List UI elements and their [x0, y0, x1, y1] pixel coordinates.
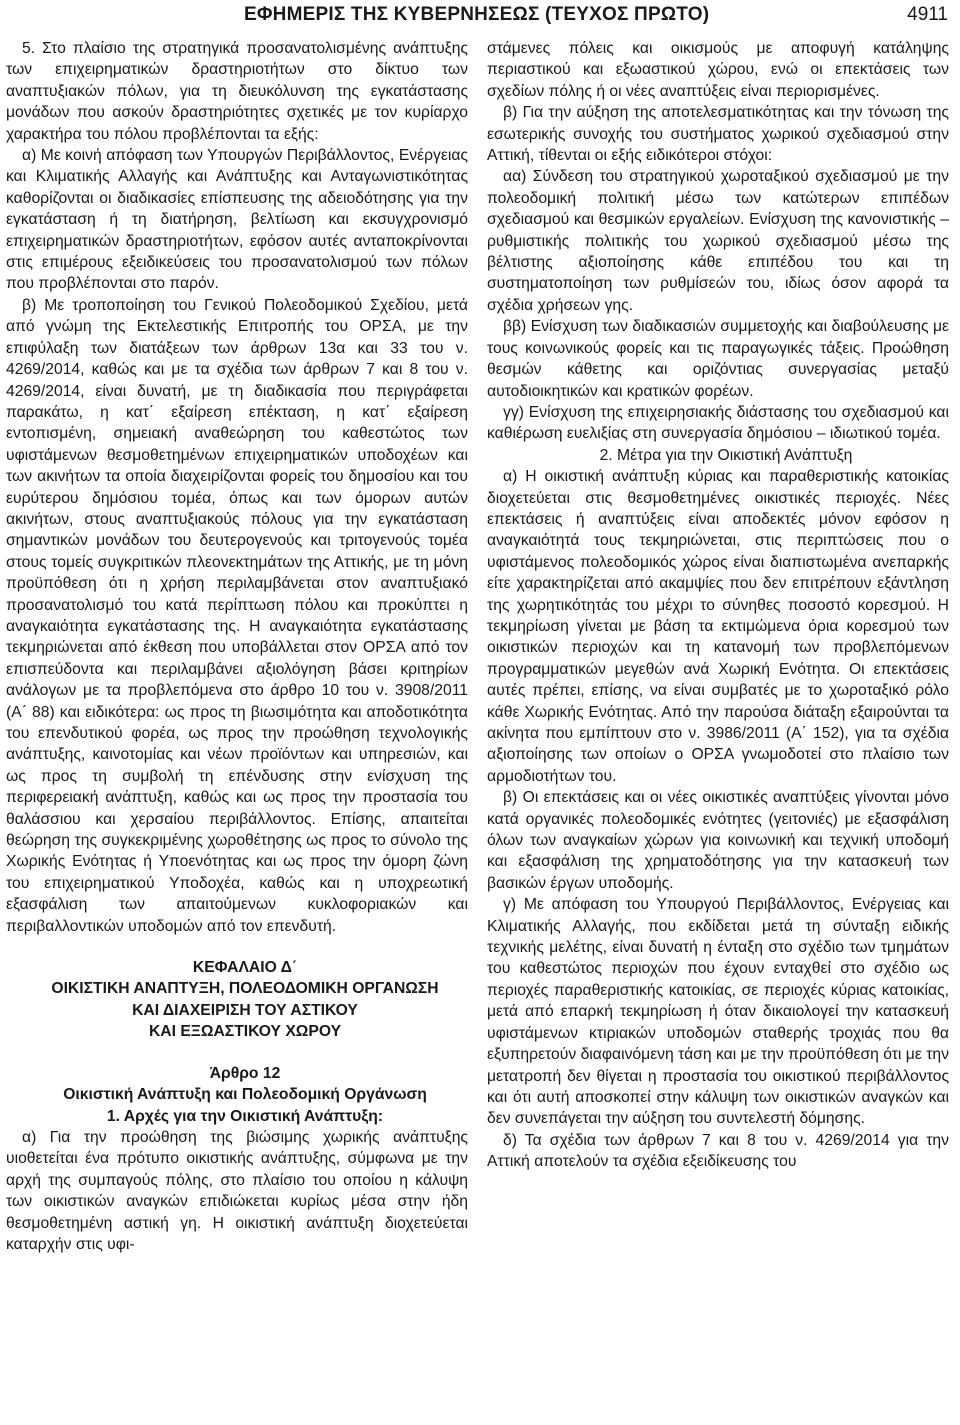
article-number: Άρθρο 12 [209, 1064, 281, 1082]
paragraph: γγ) Ενίσχυση της επιχειρησιακής διάστασης του σχεδιασμού και καθιέρωση ευελιξίας στη συνεργασία δημόσιου – ιδιωτικού τομέα. [487, 403, 949, 443]
paragraph: α) Με κοινή απόφαση των Υπουργών Περιβάλλοντος, Ενέργειας και Κλιματικής Αλλαγής και Ανάπτυξης και Ανταγωνιστικότητας καθορίζονται οι διαδικασίες επίσπευσης της αδειοδότησης για την εγκατάσταση ή τη διατήρηση, βελτίωση και εκσυγχρονισμό επιχειρηματικών δραστηριοτήτων, εφόσον αυτές ανταποκρίνονται στις επιμέρους εξειδικεύσεις του προσανατολισμού των πόλων που προβλέπονται στο παρόν. [6, 147, 468, 293]
paragraph: δ) Τα σχέδια των άρθρων 7 και 8 του ν. 4269/2014 για την Αττική αποτελούν τα σχέδια εξειδίκευσης του [487, 1131, 949, 1171]
paragraph-continuation: στάμενες πόλεις και οικισμούς με αποφυγή κατάληψης περιαστικού και εξωαστικού χώρου, ενώ οι επεκτάσεις των σχεδίων πόλης ή οι νέες αναπτύξεις είναι περιορισμένες. [487, 40, 949, 100]
page-number: 4911 [907, 4, 948, 25]
paragraph: αα) Σύνδεση του στρατηγικού χωροταξικού σχεδιασμού με την πολεοδομική πολιτική μέσω των κατώτερων επιπέδων σχεδιασμού και θεσμικών εργαλείων. Ενίσχυση της κανονιστικής – ρυθμιστικής πολιτικής του χωρικού σχεδιασμού μέσω της βέλτιστης αξιοποίησης κάθε επιπέδου του και τη συστηματοποίηση των ρυθμίσεών του, ιδίως όσον αφορά τα σχέδια χρήσεων γης. [487, 168, 949, 314]
section-heading: 1. Αρχές για την Οικιστική Ανάπτυξη: [106, 1107, 384, 1125]
paragraph: 5. Στο πλαίσιο της στρατηγικά προσανατολισμένης ανάπτυξης των επιχειρηματικών δραστηριοτήτων στο δίκτυο των αναπτυξιακών πόλων, για τη διευκόλυνση της εγκατάστασης μονάδων που ασκούν δραστηριότητες σχετικές με τον κυρίαρχο χαρακτήρα του πόλου προβλέπονται τα εξής: [6, 40, 468, 143]
page-header [0, 4, 960, 26]
section-heading: 2. Μέτρα για την Οικιστική Ανάπτυξη [599, 446, 853, 464]
gazette-title: ΕΦΗΜΕΡΙΣ ΤΗΣ ΚΥΒΕΡΝΗΣΕΩΣ (ΤΕΥΧΟΣ ΠΡΩΤΟ) [244, 4, 710, 25]
paragraph: β) Για την αύξηση της αποτελεσματικότητας και την τόνωση της εσωτερικής συνοχής του συστήματος χωρικού σχεδιασμού στην Αττική, τίθενται οι εξής ειδικότεροι στόχοι: [487, 104, 949, 165]
paragraph: ββ) Ενίσχυση των διαδικασιών συμμετοχής και διαβούλευσης με τους κοινωνικούς φορείς και τις παραγωγικές τάξεις. Προώθηση θεσμών κάθετης και οριζόντιας συνεργασίας μεταξύ αυτοδιοικητικών και κρατικών φορέων. [487, 318, 949, 400]
chapter-title-line: ΚΑΙ ΕΞΩΑΣΤΙΚΟΥ ΧΩΡΟΥ [148, 1023, 342, 1041]
chapter-number: ΚΕΦΑΛΑΙΟ Δ΄ [192, 959, 298, 977]
right-column [487, 38, 949, 1173]
article-title: Οικιστική Ανάπτυξη και Πολεοδομική Οργάνωση [63, 1086, 427, 1104]
chapter-title-line: ΟΙΚΙΣΤΙΚΗ ΑΝΑΠΤΥΞΗ, ΠΟΛΕΟΔΟΜΙΚΗ ΟΡΓΑΝΩΣΗ [51, 980, 439, 998]
paragraph: β) Με τροποποίηση του Γενικού Πολεοδομικού Σχεδίου, μετά από γνώμη της Εκτελεστικής Επιτροπής του ΟΡΣΑ, με την επιφύλαξη των διατάξεων των άρθρων 13α και 33 του ν. 4269/2014, καθώς και με τα σχέδια των άρθρων 7 και 8 του ν. 4269/2014, είναι δυνατή, με τη διαδικασία που περιγράφεται παρακάτω, η κατ΄ εξαίρεση επέκταση, η κατ΄ εξαίρεση εντοπισμένη, σημειακή αναθεώρηση του καθεστώτος των υφιστάμενων θεσμοθετημένων επιχειρηματικών υποδοχέων και των ακινήτων τα οποία διαχειρίζονται φορείς του δημοσίου και του ευρύτερου δημόσιου τομέα, όπως και των όμορων αυτών ακινήτων, στους αναπτυξιακούς πόλους για την εγκατάσταση σημαντικών μονάδων του δευτερογενούς και τριτογενούς τομέα στους τομείς συγκριτικών πλεονεκτημάτων της Αττικής, με τη μόνη προϋπόθεση ότι η χρήση περιλαμβάνεται στον αναπτυξιακό προσανατολισμό του κατά περίπτωση πόλου και προκύπτει η αναγκαιότητα εγκατάστασης της. Η αναγκαιότητα εγκατάστασης τεκμηριώνεται από έκθεση που υποβάλλεται στον ΟΡΣΑ από τον επισπεύδοντα και περιλαμβάνει αξιολόγηση βάσει κριτηρίων ανάλογων με τα προβλεπόμενα στο άρθρο 10 του ν. 3908/2011 (Α΄ 88) και ειδικότερα: ως προς τη βιωσιμότητα και αποδοτικότητα του επενδυτικού φορέα, ως προς την προώθηση τεχνολογικής ανάπτυξης, καινοτομίας και νέων προϊόντων και υπηρεσιών, και ως προς τη συμβολή τη επένδυσης στην ενίσχυση της περιφερειακή ανάπτυξη, καθώς και ως προς την προστασία του θαλάσσιου και χερσαίου περιβάλλοντος. Επίσης, απαιτείται θεώρηση της συγκεκριμένης χωροθέτησης ως προς το σύνολο της Χωρικής Ενότητας ή Υποενότητας και ως προς την όμορη ζώνη του επιχειρηματικού Υποδοχέα, καθώς και η υποχρεωτική εξασφάλιση των απαιτούμενων κυκλοφοριακών και περιβαλλοντικών υποδομών από τον επενδυτή. [6, 296, 468, 935]
paragraph: γ) Με απόφαση του Υπουργού Περιβάλλοντος, Ενέργειας και Κλιματικής Αλλαγής, που εκδίδεται μετά τη σύνταξη ειδικής τεχνικής μελέτης, είναι δυνατή η ένταξη στο σχέδιο των τμημάτων του καθεστώτος περιοχών που έχουν ενταχθεί στο σχέδιο ως περιοχές παραθεριστικής κατοικίας, σε περιοχές κύριας κατοικίας, μετά από επαρκή τεκμηρίωση ή όταν δικαιολογεί την κατασκευή υφιστάμενων κτιριακών υποδομών σταθερής τροχιάς που θα εξυπηρετούν διαφαινόμενη τάση και με την προϋπόθεση ότι με την μετατροπή δεν θίγεται η προστασία του οικιστικού περιβάλλοντος και ότι αυτή αποσκοπεί στην κάλυψη των οικιστικών αναγκών και δεν συνεπάγεται την αύξηση του συντελεστή δόμησης. [487, 896, 949, 1128]
paragraph: α) Για την προώθηση της βιώσιμης χωρικής ανάπτυξης υιοθετείται ένα πρότυπο οικιστικής ανάπτυξης, σύμφωνα με την αρχή της συμπαγούς πόλης, στο πλαίσιο του οποίου η κάλυψη των οικιστικών αναγκών επιδιώκεται κυρίως μέσα στην ήδη θεσμοθετημένη αστική γη. Η οικιστική ανάπτυξη διοχετεύεται καταρχήν στις υφι- [6, 1128, 468, 1253]
paragraph: α) Η οικιστική ανάπτυξη κύριας και παραθεριστικής κατοικίας διοχετεύεται στις θεσμοθετημένες οικιστικές περιοχές. Νέες επεκτάσεις ή αναπτύξεις είναι αποδεκτές μόνον εφόσον η αναγκαιότητά τους τεκμηριώνεται, στις περιπτώσεις που ο υφιστάμενος πολεοδομικός χώρος είναι διαπιστωμένα ανεπαρκής είτε χαρακτηρίζεται από ακαμψίες που δεν επιτρέπουν εξάντληση της χωρητικότητάς του μέχρι το σύνηθες ποσοστό κορεσμού. Η τεκμηρίωση γίνεται με βάση τα εκτιμώμενα όρια κορεσμού των οικιστικών περιοχών και τη κατανομή των προβλεπόμενων προγραμματικών μεγεθών ανά Χωρική Ενότητα. Οι επεκτάσεις αυτές πρέπει, επίσης, να είναι συμβατές με το χωροταξικό ρόλο κάθε Χωρικής Ενότητας. Από την παρούσα διάταξη εξαιρούνται τα ακίνητα που εμπίπτουν στο ν. 3986/2011 (Α΄ 152), για τα σχέδια αξιοποίησης των οποίων ο ΟΡΣΑ γνωμοδοτεί στο πλαίσιο των αρμοδιοτήτων του. [487, 468, 949, 785]
chapter-title-line: ΚΑΙ ΔΙΑΧΕΙΡΙΣΗ ΤΟΥ ΑΣΤΙΚΟΥ [132, 1001, 358, 1019]
left-column [6, 38, 468, 1255]
paragraph: β) Οι επεκτάσεις και οι νέες οικιστικές αναπτύξεις γίνονται μόνο κατά οργανικές πολεοδομικές ενότητες (γειτονιές) με εξασφάλιση όλων των αναγκαίων χώρων για κοινωνική και τεχνική υποδομή και εξασφάλιση της χρηματοδότησης για την κατασκευή των βασικών έργων υποδομής. [487, 789, 949, 892]
